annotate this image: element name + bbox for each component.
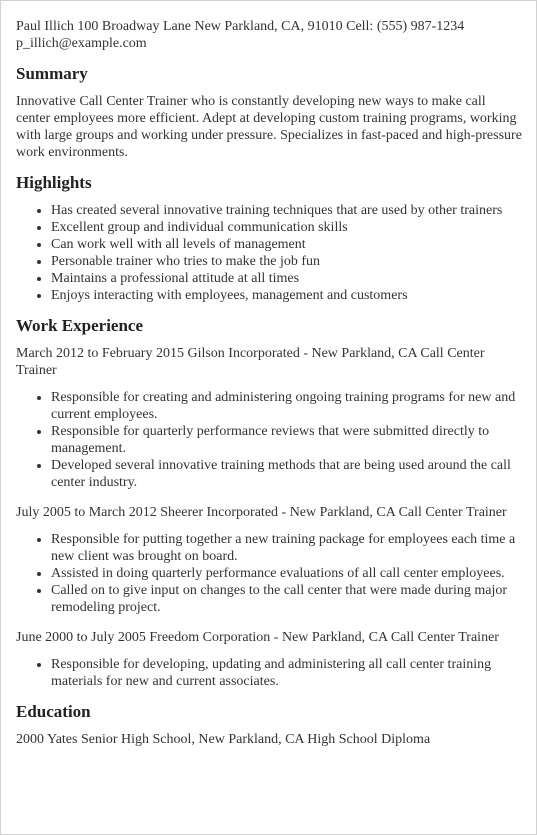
summary-text: Innovative Call Center Trainer who is constantly developing new ways to make call center employees more efficient. Adept at developing custom training programs, working with large groups and working under pressure. Specializes in fast-paced and high-pressure work environments.	[16, 94, 522, 160]
job-header: July 2005 to March 2012 Sheerer Incorporated - New Parkland, CA Call Center Trainer	[16, 505, 507, 520]
experience-heading: Work Experience	[16, 316, 144, 335]
job-bullet: • Called on to give input on changes to the call center that were made during major remodeling project.	[51, 582, 522, 616]
highlight-item: • Excellent group and individual communication skills	[51, 219, 522, 236]
summary-section	[16, 64, 522, 161]
job-bullet: • Responsible for developing, updating and administering all call center training materials for new and current associates.	[51, 656, 522, 690]
job-bullet: • Developed several innovative training methods that are being used around the call center industry.	[51, 457, 522, 491]
highlights-heading: Highlights	[16, 173, 92, 192]
job-entry	[16, 504, 522, 616]
highlights-list	[16, 202, 522, 304]
highlights-section	[16, 173, 522, 304]
job-entry	[16, 345, 522, 491]
education-heading: Education	[16, 702, 91, 721]
experience-section	[16, 316, 522, 690]
highlight-item: • Enjoys interacting with employees, management and customers	[51, 287, 522, 304]
education-entry: 2000 Yates Senior High School, New Parkland, CA High School Diploma	[16, 732, 431, 747]
job-bullet: • Responsible for putting together a new training package for employees each time a new client was brought on board.	[51, 531, 522, 565]
education-section	[16, 702, 522, 748]
job-bullet: • Assisted in doing quarterly performance evaluations of all call center employees.	[51, 565, 522, 582]
job-bullets	[16, 656, 522, 690]
job-header: March 2012 to February 2015 Gilson Incorporated - New Parkland, CA Call Center Trainer	[16, 346, 485, 378]
summary-heading: Summary	[16, 64, 88, 83]
contact-email: p_illich@example.com	[16, 36, 147, 51]
job-bullets	[16, 389, 522, 491]
highlight-item: • Personable trainer who tries to make the job fun	[51, 253, 522, 270]
highlight-item: • Has created several innovative training techniques that are used by other trainers	[51, 202, 522, 219]
job-bullet: • Responsible for creating and administering ongoing training programs for new and current employees.	[51, 389, 522, 423]
job-entry	[16, 629, 522, 690]
highlight-item: • Maintains a professional attitude at all times	[51, 270, 522, 287]
contact-address: Paul Illich 100 Broadway Lane New Parkland, CA, 91010 Cell: (555) 987-1234	[16, 19, 465, 34]
highlight-item: • Can work well with all levels of management	[51, 236, 522, 253]
job-header: June 2000 to July 2005 Freedom Corporation - New Parkland, CA Call Center Trainer	[16, 630, 499, 645]
job-bullet: • Responsible for quarterly performance reviews that were submitted directly to management.	[51, 423, 522, 457]
job-bullets	[16, 531, 522, 616]
contact-block	[16, 18, 522, 52]
